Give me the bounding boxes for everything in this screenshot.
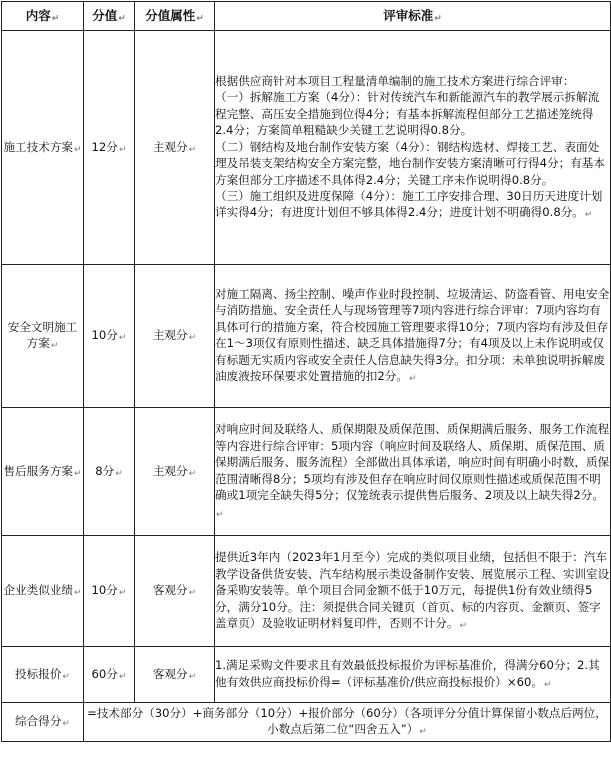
table-row [2, 647, 611, 703]
row-attr: 主观分↵ [135, 265, 215, 408]
header-criteria: 评审标准↵ [215, 2, 611, 31]
criteria-paragraph: （三）施工组织及进度保障（4分）：施工工序安排合理、30日历天进度计划详实得4分；有进度计划但不够具体得2.4分；进度计划不明确得0.8分。↵ [215, 188, 603, 221]
criteria-paragraph: （一）拆解施工方案（4分）：针对传统汽车和新能源汽车的教学展示拆解流程完整、高压安全措施到位得4分；有基本拆解流程但部分工艺描述笼统得2.4分；方案简单粗糙缺少关键工艺说明得0.8分。 [215, 90, 600, 138]
criteria-paragraph: 1.满足采购文件要求且有效最低投标报价为评标基准价，得满分60分；2.其他有效供应商投标价得=（评标基准价/供应商投标报价）×60。↵ [215, 658, 600, 690]
header-score: 分值↵ [84, 2, 135, 31]
criteria-paragraph: 根据供应商针对本项目工程量清单编制的施工技术方案进行综合评审： [215, 73, 575, 88]
row-score: 60分↵ [84, 647, 135, 703]
row-content: 投标报价↵ [2, 647, 84, 703]
table-row [2, 265, 611, 408]
row-criteria [215, 536, 611, 647]
row-attr: 主观分↵ [135, 408, 215, 536]
table-row [2, 408, 611, 536]
table-row [2, 31, 611, 265]
header-attr: 分值属性↵ [135, 2, 215, 31]
row-score: 8分↵ [84, 408, 135, 536]
criteria-paragraph: 提供近3年内（2023年1月至今）完成的类似项目业绩，包括但不限于：汽车教学设备供货安装、汽车结构展示类设备制作安装、展览展示工程、实训室设备采购安装等。单个项目合同金额不低于10万元，每提供1份有效业绩得5分，满分10分。注：须提供合同关键页（首页、标的内容页、金额页、签字盖章页）及验收证明材料复印件，否则不计分。↵ [215, 550, 610, 632]
row-content: 安全文明施工方案↵ [2, 265, 84, 408]
row-score: 12分↵ [84, 31, 135, 265]
row-score: 10分↵ [84, 536, 135, 647]
table-row [2, 536, 611, 647]
total-row [2, 703, 611, 742]
scoring-table [1, 1, 611, 742]
criteria-paragraph: 对施工隔离、扬尘控制、噪声作业时段控制、垃圾清运、防盗看管、用电安全与消防措施、安全责任人与现场管理等7项内容进行综合评审：7项内容均有具体可行的措施方案，符合校园施工管理要求得10分；7项内容均有涉及但存在1～3项仅有原则性描述、缺乏具体措施得7分；有4项及以上未作说明或仅有标题无实质内容或安全责任人信息缺失得3分。扣分项：未单独说明拆解废油废液按环保要求处置措施的扣2分。↵ [215, 286, 610, 385]
row-criteria [215, 31, 611, 265]
row-criteria [215, 647, 611, 703]
row-content: 企业类似业绩↵ [2, 536, 84, 647]
row-criteria [215, 265, 611, 408]
criteria-paragraph: （二）钢结构及地台制作安装方案（4分）：钢结构选材、焊接工艺、表面处理及吊装支架结构安全方案完整，地台制作安装方案清晰可行得4分；有基本方案但部分工序描述不具体得2.4分；关键工序未作说明得0.8分。 [215, 139, 605, 187]
row-attr: 主观分↵ [135, 31, 215, 265]
header-content: 内容↵ [2, 2, 84, 31]
header-row [2, 2, 611, 31]
row-score: 10分↵ [84, 265, 135, 408]
total-formula: =技术部分（30分）+商务部分（10分）+报价部分（60分）（各项评分分值计算保留小数点后两位，小数点后第二位“四舍五入”）↵ [84, 703, 611, 742]
row-attr: 客观分↵ [135, 536, 215, 647]
row-criteria [215, 408, 611, 536]
row-content: 施工技术方案↵ [2, 31, 84, 265]
criteria-paragraph: 对响应时间及联络人、质保期限及质保范围、质保期满后服务、服务工作流程等内容进行综合评审：5项内容（响应时间及联络人、质保期、质保范围、质保期满后服务、服务流程）全部做出具体承诺，响应时间有明确小时数，质保范围清晰得8分；5项均有涉及但存在响应时间仅原则性描述或质保范围不明确或1项完全缺失得5分；仅笼统表示提供售后服务、2项及以上缺失得2分。↵ [215, 422, 610, 520]
row-attr: 客观分↵ [135, 647, 215, 703]
total-label: 综合得分↵ [2, 703, 84, 742]
row-content: 售后服务方案↵ [2, 408, 84, 536]
